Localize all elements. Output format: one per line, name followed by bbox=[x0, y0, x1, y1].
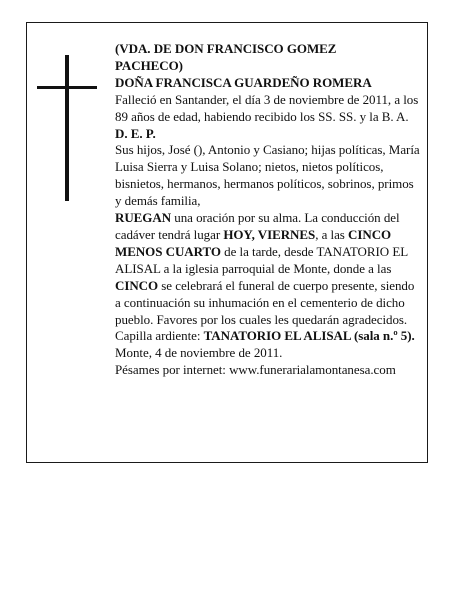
notice-text bbox=[115, 41, 421, 379]
place-date: Monte, 4 de noviembre de 2011. bbox=[115, 345, 283, 361]
widow-line: (VDA. DE DON FRANCISCO GOMEZ PACHECO) bbox=[115, 41, 337, 73]
obituary-notice bbox=[26, 22, 428, 463]
death-info: Falleció en Santander, el día 3 de noviembre de 2011, a los 89 años de edad, habiendo recibido los SS. SS. y la B. A. bbox=[115, 91, 419, 124]
dep-line: D. E. P. bbox=[115, 125, 156, 141]
cross-post bbox=[65, 55, 69, 201]
cross-icon bbox=[37, 55, 97, 201]
chapel-highlight: TANATORIO EL ALISAL (sala n.º 5). bbox=[203, 328, 415, 344]
cross-beam bbox=[37, 86, 97, 89]
condolences-line: Pésames por internet: www.funerarialamontanesa.com bbox=[115, 362, 396, 378]
family-list: Sus hijos, José (), Antonio y Casiano; hijas políticas, María Luisa Sierra y Luisa Solano; nietos, nietos políticos, bisnietos, hermanos, hermanos políticos, sobrinos, primos y demás familia, bbox=[115, 142, 420, 209]
day-highlight: HOY, VIERNES bbox=[223, 226, 316, 242]
time-highlight: CINCO MENOS CUARTO bbox=[115, 226, 392, 259]
service-info: RUEGAN una oración por su alma. La conducción del cadáver tendrá lugar HOY, VIERNES, a las CINCO MENOS CUARTO de la tarde, desde TANATORIO EL ALISAL a la iglesia parroquial de Monte, donde a las CINCO se celebrará el funeral de cuerpo presente, siendo a continuación su inhumación en el cementerio de dicho pueblo. Favores por los cuales les quedarán agradecidos. Capilla ardiente: TANATORIO EL ALISAL (sala n.º 5). bbox=[115, 210, 415, 344]
deceased-name: DOÑA FRANCISCA GUARDEÑO ROMERA bbox=[115, 74, 372, 90]
ruegan-word: RUEGAN bbox=[115, 210, 172, 226]
funeral-time-highlight: CINCO bbox=[115, 277, 159, 293]
